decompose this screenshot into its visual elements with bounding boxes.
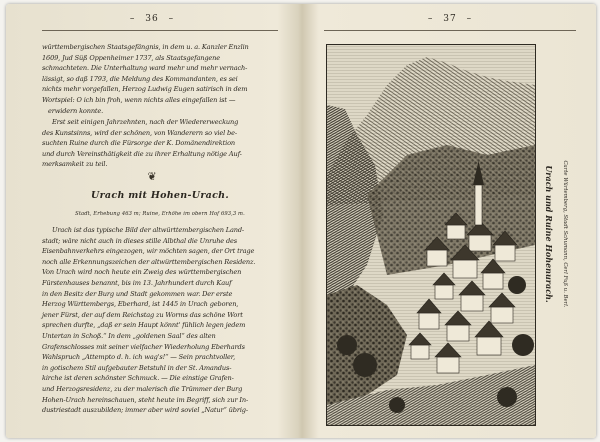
section-subline: Stadt, Erhebung 463 m; Ruine, Erhöhe im obern Hof 693,3 m. bbox=[75, 211, 245, 217]
text-line: nichts mehr vorgefallen, Herzog Ludwig Eugen satirisch in dem bbox=[42, 85, 248, 94]
text-line: 1609, Jud Süß Oppenheimer 1737, als Staatsgefangene bbox=[42, 53, 221, 62]
text-line: kirche ist deren schönster Schmuck. — Die einstige Grafen- bbox=[42, 374, 234, 383]
text-line: lässigt, so daß 1793, die Meldung des Kommandanten, es sei bbox=[42, 74, 238, 83]
right-page bbox=[304, 4, 596, 438]
text-line: merksamkeit zu teil. bbox=[42, 160, 108, 169]
text-line: Eisenbahnverkehrs eingezogen, wir möchten sagen, der Ort trage bbox=[42, 247, 255, 256]
text-line: Fürstenhauses benannt, bis im 13. Jahrhundert durch Kauf bbox=[42, 278, 232, 287]
text-line: und durch Vereinsthätigkeit die zu ihrer Erhaltung nötige Auf- bbox=[42, 149, 242, 158]
text-line: Hohen-Urach hereinschauen, steht heute im Begriff, sich zur In- bbox=[42, 395, 249, 404]
text-line: in gotischem Stil aufgebauter Betstuhl in der St. Amandus- bbox=[42, 363, 232, 372]
text-line: Urach ist das typische Bild der altwürttembergischen Land- bbox=[52, 226, 244, 234]
text-line: Wahlspruch „Attempto d. h. ich wag's!“ — Sein prachtvoller, bbox=[42, 353, 236, 362]
header-rule bbox=[324, 30, 576, 31]
paragraph-1 bbox=[42, 42, 278, 116]
page-number-right: – 37 – bbox=[427, 14, 473, 24]
text-line: jener Fürst, der auf dem Reichstag zu Worms das schöne Wort bbox=[42, 310, 243, 319]
text-line: des Kunstsinns, wird der schönen, von Wanderern so viel be- bbox=[42, 128, 237, 137]
paragraph-2 bbox=[42, 117, 278, 170]
text-line: Erst seit einigen Jahrzehnten, nach der Wiedererweckung bbox=[52, 118, 239, 126]
text-line: stadt; wäre nicht auch in dieses stille Albthal die Unruhe des bbox=[42, 236, 238, 245]
engraving-illustration bbox=[326, 44, 536, 426]
text-line: in den Besitz der Burg und Stadt gekommen war. Der erste bbox=[42, 289, 233, 298]
text-line: erwidern konnte. bbox=[48, 106, 104, 115]
left-page bbox=[6, 4, 298, 438]
text-line: dustriestadt auszubilden; immer aber wird soviel „Natur“ übrig- bbox=[42, 406, 248, 415]
caption-credit: Carte Würtemberg, Stadt Schumann, Cerl Fuß u. Berl. bbox=[562, 160, 568, 308]
text-line: suchten Ruine durch die Fürsorge der K. Domänendirektion bbox=[42, 139, 235, 148]
text-line: Grafenschlosses mit seiner vielfacher Wiederholung Eberhards bbox=[42, 342, 245, 351]
text-line: Wortspiel: O ich bin froh, wenn nichts alles eingefallen ist — bbox=[42, 95, 236, 104]
section-title: Urach mit Hohen-Urach. bbox=[91, 190, 229, 201]
text-line: Von Urach wird noch heute ein Zweig des württembergischen bbox=[42, 268, 242, 277]
header-rule bbox=[42, 30, 278, 31]
engraving-caption bbox=[538, 44, 572, 424]
paragraph-3 bbox=[42, 225, 278, 416]
book-spread bbox=[6, 4, 596, 438]
text-line: noch alle Erkennungszeichen der altwürttembergischen Residenz. bbox=[42, 257, 256, 266]
caption-title: Urach und Ruine Hohenurach. bbox=[544, 165, 554, 303]
text-line: württembergischen Staatsgefängnis, in dem u. a. Kanzler Enzlin bbox=[42, 43, 249, 51]
text-line: schmachteten. Die Unterhaltung ward mehr und mehr vernach- bbox=[42, 64, 248, 73]
page-number-left: – 36 – bbox=[129, 14, 175, 24]
text-line: Herzog Württembergs, Eberhard, ist 1445 in Urach geboren, bbox=[42, 300, 239, 309]
text-line: sprechen durfte, „daß er sein Haupt könnt' fühlich legen jedem bbox=[42, 321, 246, 330]
ornament-icon: ❦ bbox=[147, 170, 157, 183]
text-line: und Herzogsresidenz, zu der malerisch die Trümmer der Burg bbox=[42, 384, 243, 393]
text-line: Untertan in Schoß.“ In dem „goldenen Saal“ des alten bbox=[42, 331, 216, 340]
